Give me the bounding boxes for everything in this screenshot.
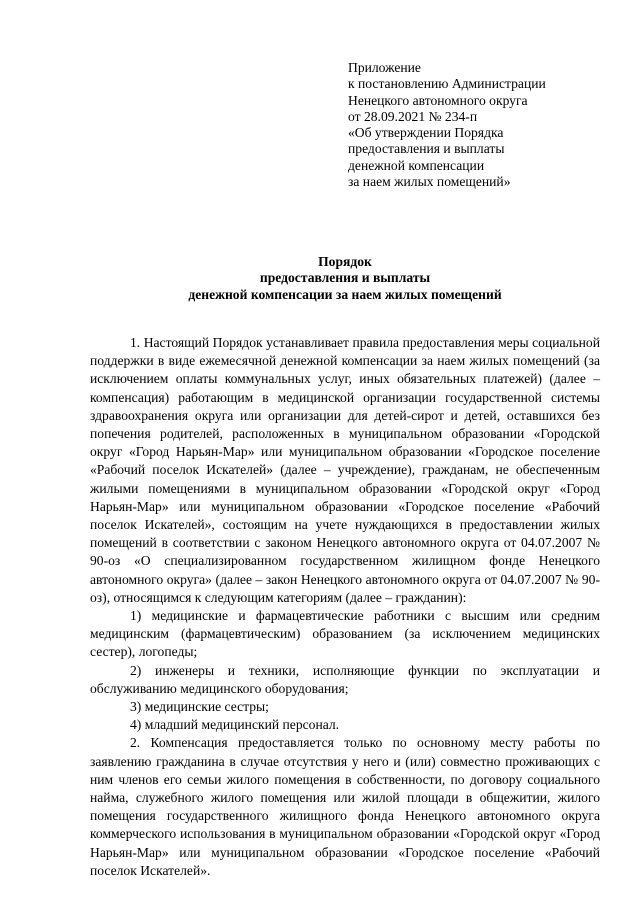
document-title — [90, 254, 600, 303]
appendix-line: от 28.09.2021 № 234-п — [348, 108, 478, 124]
list-item-4: 4) младший медицинский персонал. — [130, 717, 340, 733]
appendix-line: «Об утверждении Порядка — [348, 125, 504, 141]
paragraph-1: 1. Настоящий Порядок устанавливает правила предоставления меры социальной поддержки в виде ежемесячной денежной компенсации за наем жилых помещений (за исключением оплаты коммунальных услуг, иных обязательных платежей) (далее – компенсация) работающим в медицинской организации государственной системы здравоохранения округа или организации для детей-сирот и детей, оставшихся без попечения родителей, расположенных в муниципальном образовании «Городской округ «Город Нарьян-Мар» или муниципальном образовании «Городское поселение «Рабочий поселок Искателей» (далее – учреждение), гражданам, не обеспеченным жилыми помещениями в муниципальном образовании «Городской округ «Город Нарьян-Мар» или муниципальном образовании «Городское поселение «Рабочий поселок Искателей», состоящим на учете нуждающихся в предоставлении жилых помещений в соответствии с законом Ненецкого автономного округа от 04.07.2007 № 90-оз «О специализированном государственном жилищном фонде Ненецкого автономного округа» (далее – закон Ненецкого автономного округа от 04.07.2007 № 90-оз), относящимся к следующим категориям (далее – гражданин): — [90, 335, 600, 605]
document-body — [90, 334, 600, 880]
list-item-2: 2) инженеры и техники, исполняющие функции по эксплуатации и обслуживанию медицинского оборудования; — [90, 662, 600, 696]
title-line-3: денежной компенсации за наем жилых помещений — [188, 286, 502, 302]
appendix-line: предоставления и выплаты — [348, 141, 505, 157]
appendix-header — [348, 60, 618, 190]
title-line-1: Порядок — [318, 254, 372, 269]
appendix-line: за наем жилых помещений» — [348, 174, 511, 190]
appendix-line: Приложение — [348, 60, 421, 75]
paragraph-2: 2. Компенсация предоставляется только по основному месту работы по заявлению гражданина в случае отсутствия у него и (или) совместно проживающих с ним членов его семьи жилого помещения в собственности, по договору социального найма, служебного жилого помещения или жилой площади в общежитии, жилого помещения государственного жилищного фонда Ненецкого автономного округа коммерческого использования в муниципальном образовании «Городской округ «Город Нарьян-Мар» или муниципальном образовании «Городское поселение «Рабочий поселок Искателей». — [90, 735, 600, 878]
title-line-2: предоставления и выплаты — [259, 270, 431, 286]
appendix-line: Ненецкого автономного округа — [348, 92, 528, 108]
appendix-line: к постановлению Администрации — [348, 76, 546, 92]
list-item-3: 3) медицинские сестры; — [130, 699, 269, 715]
list-item-1: 1) медицинские и фармацевтические работники с высшим или средним медицинским (фармацевтическим) образованием (за исключением медицинских сестер), логопеды; — [90, 608, 600, 660]
appendix-line: денежной компенсации — [348, 157, 485, 173]
